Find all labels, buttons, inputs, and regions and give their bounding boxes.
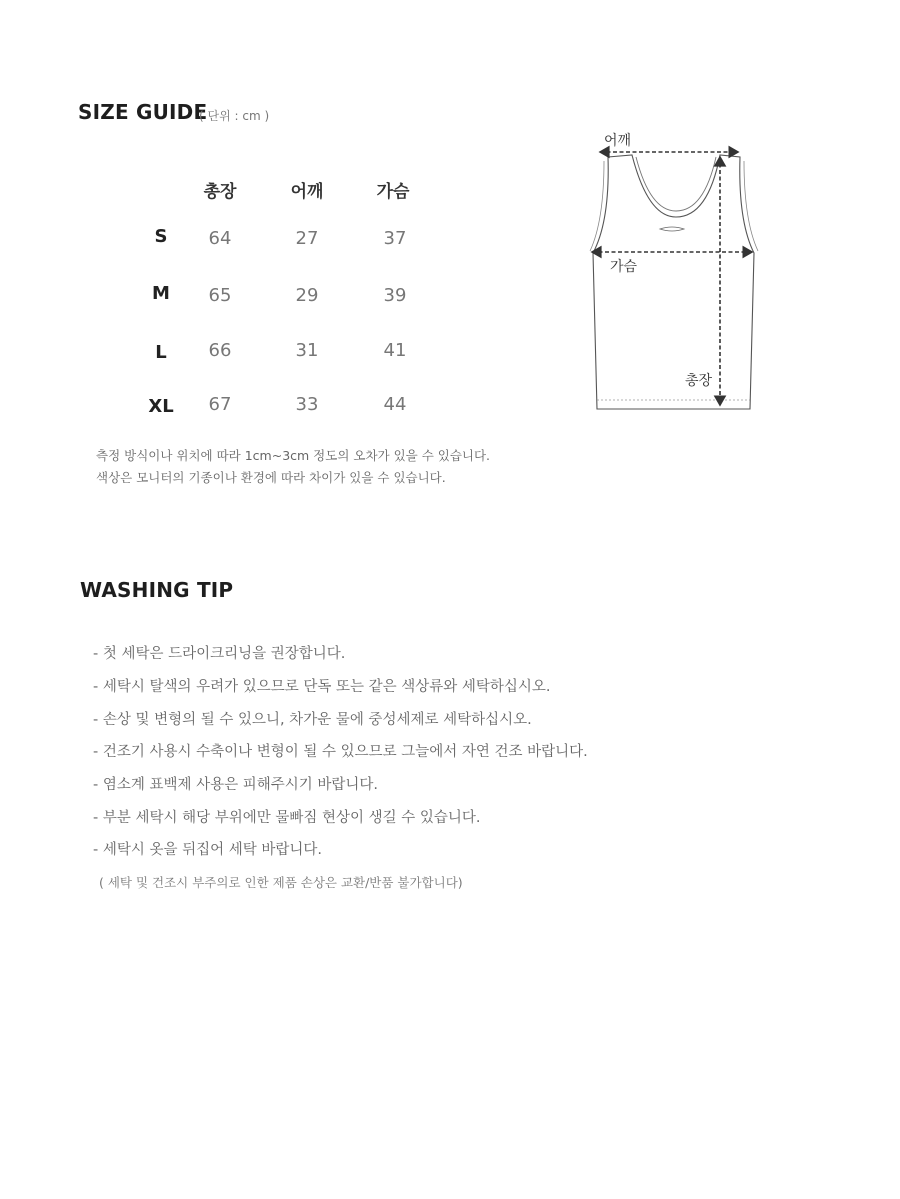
table-cell: 44	[383, 394, 407, 415]
list-item: - 건조기 사용시 수축이나 변형이 될 수 있으므로 그늘에서 자연 건조 바랍니다.	[93, 744, 588, 760]
table-cell: 41	[383, 340, 407, 361]
table-cell: 67	[208, 394, 232, 415]
chest-label: 가슴	[610, 259, 638, 275]
tank-top-illustration	[580, 125, 770, 420]
table-cell: 33	[295, 394, 319, 415]
size-guide-unit: ( 단위 : cm )	[199, 109, 270, 123]
list-item: - 손상 및 변형의 될 수 있으니, 차가운 물에 중성세제로 세탁하십시오.	[93, 712, 532, 728]
column-header-shoulder: 어깨	[290, 182, 324, 202]
size-guide-title: SIZE GUIDE	[78, 100, 208, 124]
row-label-size: L	[155, 342, 167, 363]
row-label-size: XL	[148, 396, 174, 417]
list-item: - 세탁시 탈색의 우려가 있으므로 단독 또는 같은 색상류와 세탁하십시오.	[93, 679, 551, 695]
row-label-size: M	[152, 283, 170, 304]
table-cell: 64	[208, 228, 232, 249]
table-cell: 27	[295, 228, 319, 249]
row-label-size: S	[154, 226, 168, 247]
table-cell: 37	[383, 228, 407, 249]
column-header-chest: 가슴	[376, 182, 410, 202]
list-item: - 첫 세탁은 드라이크리닝을 권장합니다.	[93, 646, 346, 662]
shoulder-label: 어깨	[604, 133, 632, 149]
tank-top-diagram	[580, 125, 770, 420]
table-cell: 65	[208, 285, 232, 306]
list-item: - 염소계 표백제 사용은 피해주시기 바랍니다.	[93, 777, 379, 793]
length-label: 총장	[685, 373, 713, 389]
column-header-length: 총장	[203, 182, 237, 202]
color-note: 색상은 모니터의 기종이나 환경에 따라 차이가 있을 수 있습니다.	[96, 470, 446, 485]
list-item: - 세탁시 옷을 뒤집어 세탁 바랍니다.	[93, 842, 322, 858]
table-cell: 66	[208, 340, 232, 361]
table-cell: 29	[295, 285, 319, 306]
washing-tip-title: WASHING TIP	[80, 578, 234, 602]
washing-footnote: ( 세탁 및 건조시 부주의로 인한 제품 손상은 교환/반품 불가합니다)	[99, 875, 463, 890]
table-cell: 39	[383, 285, 407, 306]
list-item: - 부분 세탁시 해당 부위에만 물빠짐 현상이 생길 수 있습니다.	[93, 810, 481, 826]
measurement-note: 측정 방식이나 위치에 따라 1cm~3cm 정도의 오차가 있을 수 있습니다.	[96, 448, 491, 463]
table-cell: 31	[295, 340, 319, 361]
